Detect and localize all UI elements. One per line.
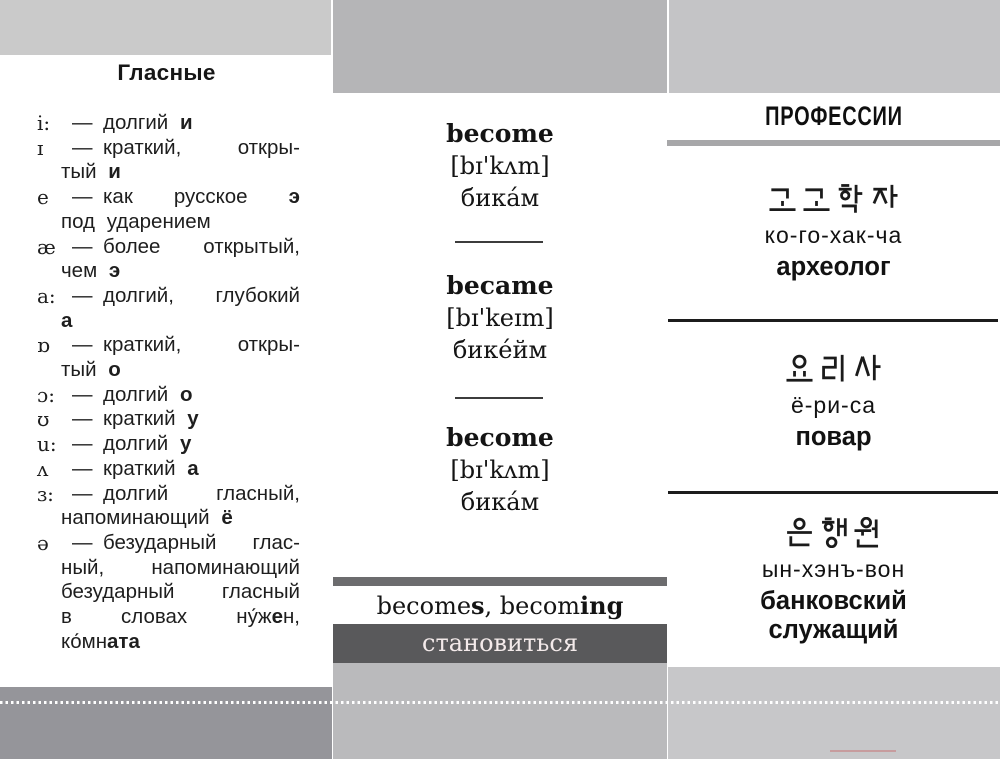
hangul-syllable-glyph — [852, 353, 883, 384]
profession-entry — [667, 353, 1000, 452]
phonetic-symbol: e — [37, 185, 49, 210]
vowel-description: краткий, откры- — [103, 333, 300, 357]
hangul-syllable-glyph — [801, 183, 832, 214]
dash: — — [72, 111, 93, 134]
russian-translation: банковский служащий — [760, 587, 907, 644]
vowel-line — [37, 531, 300, 556]
professions-title: ПРОФЕССИИ — [764, 101, 903, 131]
transliteration: ко-го-хак-ча — [764, 222, 903, 248]
phonetic-symbol: i: — [37, 111, 51, 135]
vowel-line — [37, 482, 300, 507]
russian-transcription: бика́м — [460, 184, 540, 212]
dash: — — [72, 481, 93, 505]
vowel-description: тый о — [61, 358, 121, 382]
vowel-line — [37, 284, 300, 309]
vowel-description: в словах ну́жен, — [61, 605, 300, 629]
vowel-line — [37, 333, 300, 358]
flashcard-column — [333, 0, 667, 759]
vowel-description: долгий у — [103, 432, 192, 456]
vowel-line — [61, 556, 300, 581]
ipa-transcription: [bɪ'kʌm] — [450, 456, 550, 484]
vowel-list — [37, 111, 300, 654]
vowel-line — [61, 358, 300, 383]
transliteration: ын-хэнъ-вон — [761, 556, 906, 582]
dash: — — [72, 234, 93, 258]
russian-translation: археолог — [776, 253, 891, 281]
vowel-line — [61, 605, 300, 630]
verb-card — [333, 118, 667, 214]
vowel-description: более открытый, — [103, 234, 300, 258]
dash: — — [72, 185, 93, 209]
vowel-description: а — [61, 308, 73, 332]
separator-rule — [455, 397, 543, 399]
russian-transcription: бика́м — [460, 488, 540, 516]
vowel-description: ко́мната — [61, 629, 140, 653]
dash: — — [72, 432, 93, 456]
vowels-page-title: Гласные — [117, 60, 216, 85]
phonetic-symbol: ʌ — [37, 456, 49, 481]
vowel-description: ный, напоминающий — [61, 555, 300, 579]
vowel-line — [61, 309, 300, 334]
korean-word — [667, 353, 1000, 384]
dash: — — [72, 333, 93, 357]
korean-word — [667, 183, 1000, 214]
vowel-line — [61, 160, 300, 185]
separator-rule — [455, 241, 543, 243]
top-left-gray-bar — [0, 0, 331, 55]
dash: — — [72, 407, 93, 431]
vowel-description: долгий и — [103, 111, 193, 134]
vowel-description: краткий, откры- — [103, 135, 300, 159]
bottom-left-gray-block — [0, 687, 332, 759]
vowel-line — [61, 259, 300, 284]
verb-card — [333, 270, 667, 366]
english-word: became — [446, 271, 554, 300]
vowel-line — [61, 210, 300, 235]
dash: — — [72, 530, 93, 554]
vowel-description: краткий у — [103, 407, 199, 431]
dash: — — [72, 135, 93, 159]
vowel-line — [37, 185, 300, 210]
dash: — — [72, 456, 93, 480]
vowel-line — [37, 407, 300, 432]
section-divider-bar — [333, 577, 667, 586]
phonetic-symbol: ɒ — [37, 333, 50, 358]
translation-text: становиться — [422, 629, 578, 657]
vowel-description: долгий, глубокий — [103, 283, 300, 307]
entry-separator-rule — [668, 319, 998, 322]
ipa-transcription: [bɪ'kʌm] — [450, 152, 550, 180]
russian-transcription: бике́йм — [452, 336, 548, 364]
vowel-line — [37, 432, 300, 457]
hangul-syllable-glyph — [818, 517, 849, 548]
hangul-syllable-glyph — [784, 517, 815, 548]
phonetic-symbol: ɜ: — [37, 481, 54, 506]
hangul-syllable-glyph — [818, 353, 849, 384]
vowel-line — [37, 111, 300, 136]
vowel-line — [37, 235, 300, 260]
vowel-line — [61, 630, 300, 655]
profession-entry — [667, 183, 1000, 282]
vowel-description: под ударением — [61, 209, 211, 233]
phonetic-symbol: æ — [37, 234, 56, 259]
verb-card — [333, 422, 667, 518]
hangul-syllable-glyph — [835, 183, 866, 214]
phonetic-symbol: ʊ — [37, 407, 50, 432]
english-word: become — [446, 119, 554, 148]
vowel-description: долгий гласный, — [103, 481, 300, 505]
vowel-description: безударный гласный — [61, 580, 300, 604]
hangul-syllable-glyph — [767, 183, 798, 214]
dash: — — [72, 283, 93, 307]
forms-line: becomes, becoming — [376, 591, 624, 620]
korean-word — [667, 517, 1000, 548]
phonetic-symbol: ɪ — [37, 135, 44, 160]
dash: — — [72, 382, 93, 406]
translation-bar — [333, 624, 667, 663]
phonetic-symbol: a: — [37, 283, 56, 308]
phonetic-symbol: ɔ: — [37, 382, 55, 407]
professions-page — [667, 0, 1000, 759]
vowel-description: тый и — [61, 160, 121, 184]
english-word: become — [446, 423, 554, 452]
vowel-description: долгий о — [103, 382, 193, 406]
russian-translation: повар — [795, 423, 872, 451]
vowel-description: как русское э — [103, 185, 300, 209]
vowel-description: чем э — [61, 259, 121, 283]
title-underline-rule — [667, 140, 1000, 146]
hangul-syllable-glyph — [869, 183, 900, 214]
entry-separator-rule — [668, 491, 998, 494]
vowel-line — [37, 136, 300, 161]
profession-entry — [667, 517, 1000, 645]
vowel-line — [37, 383, 300, 408]
vowel-line — [61, 580, 300, 605]
vowel-description: краткий а — [103, 456, 199, 480]
ipa-transcription: [bɪ'keɪm] — [446, 304, 554, 332]
transliteration: ё-ри-са — [790, 392, 877, 418]
vowel-line — [61, 506, 300, 531]
phonetic-symbol: u: — [37, 432, 57, 457]
vowel-line — [37, 457, 300, 482]
phonetic-symbol: ə — [37, 530, 49, 555]
hangul-syllable-glyph — [784, 353, 815, 384]
vowel-description: безударный глас- — [103, 530, 300, 554]
hangul-syllable-glyph — [852, 517, 883, 548]
vowel-description: напоминающий ё — [61, 506, 233, 530]
